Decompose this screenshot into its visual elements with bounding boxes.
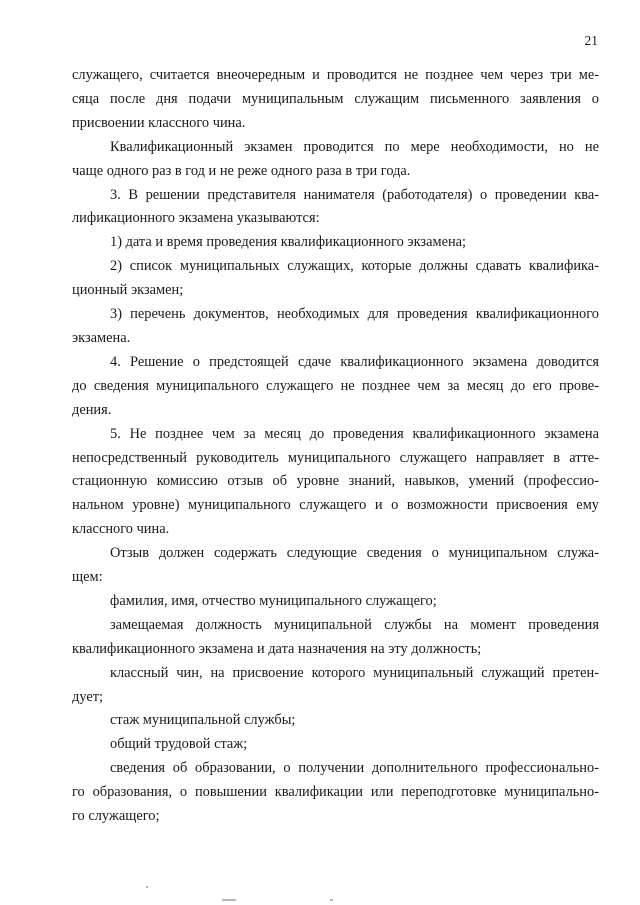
paragraph bbox=[72, 614, 599, 662]
text-line: Отзыв должен содержать следующие сведения о муниципальном служа- bbox=[110, 545, 599, 562]
text-line: 3. В решении представителя нанимателя (работодателя) о проведении ква- bbox=[110, 186, 599, 203]
text-line: общий трудовой стаж; bbox=[110, 736, 248, 753]
text-line: го служащего; bbox=[72, 808, 160, 825]
paragraph bbox=[72, 542, 599, 590]
paragraph bbox=[72, 757, 599, 829]
scan-artifact bbox=[146, 886, 148, 888]
text-line: 5. Не позднее чем за месяц до проведения квалификационного экзамена bbox=[110, 425, 599, 442]
paragraph bbox=[72, 351, 599, 423]
paragraph bbox=[72, 255, 599, 303]
text-line: дения. bbox=[72, 401, 112, 418]
text-line: ционный экзамен; bbox=[72, 282, 184, 299]
text-line: 4. Решение о предстоящей сдаче квалификационного экзамена доводится bbox=[110, 353, 599, 370]
text-line: замещаемая должность муниципальной службы на момент проведения bbox=[110, 616, 599, 633]
paragraph bbox=[72, 423, 599, 543]
paragraph bbox=[72, 303, 599, 351]
paragraph bbox=[72, 136, 599, 184]
text-line: стаж муниципальной службы; bbox=[110, 712, 296, 729]
page-number: 21 bbox=[584, 33, 598, 48]
paragraph bbox=[72, 662, 599, 710]
text-line: сяца после дня подачи муниципальным служащим письменного заявления о bbox=[72, 90, 599, 107]
text-line: присвоении классного чина. bbox=[72, 114, 246, 131]
text-line: фамилия, имя, отчество муниципального служащего; bbox=[110, 592, 437, 609]
text-line: стационную комиссию отзыв об уровне знаний, навыков, умений (профессио- bbox=[72, 473, 599, 490]
body-text bbox=[72, 64, 599, 829]
text-line: до сведения муниципального служащего не позднее чем за месяц до его прове- bbox=[72, 377, 599, 394]
text-line: нальном уровне) муниципального служащего и о возможности присвоения ему bbox=[72, 497, 599, 514]
scan-artifact bbox=[330, 899, 333, 901]
text-line: классного чина. bbox=[72, 521, 170, 538]
paragraph bbox=[72, 590, 599, 614]
text-line: лификационного экзамена указываются: bbox=[72, 210, 320, 227]
text-line: непосредственный руководитель муниципального служащего направляет в атте- bbox=[72, 449, 599, 466]
text-line: дует; bbox=[72, 688, 104, 705]
text-line: классный чин, на присвоение которого муниципальный служащий претен- bbox=[110, 664, 599, 681]
text-line: 3) перечень документов, необходимых для проведения квалификационного bbox=[110, 306, 599, 323]
paragraph bbox=[72, 64, 599, 136]
text-line: го образования, о повышении квалификации или переподготовке муниципально- bbox=[72, 784, 599, 801]
paragraph bbox=[72, 709, 599, 733]
text-line: квалификационного экзамена и дата назначения на эту должность; bbox=[72, 640, 482, 657]
text-line: 2) список муниципальных служащих, которые должны сдавать квалифика- bbox=[110, 258, 599, 275]
text-line: экзамена. bbox=[72, 329, 131, 346]
text-line: чаще одного раз в год и не реже одного раза в три года. bbox=[72, 162, 411, 179]
paragraph bbox=[72, 733, 599, 757]
text-line: сведения об образовании, о получении дополнительного профессионально- bbox=[110, 760, 599, 777]
scan-artifact bbox=[222, 899, 236, 901]
paragraph bbox=[72, 184, 599, 232]
paragraph bbox=[72, 231, 599, 255]
text-line: Квалификационный экзамен проводится по мере необходимости, но не bbox=[110, 138, 599, 155]
text-line: 1) дата и время проведения квалификационного экзамена; bbox=[110, 234, 467, 251]
text-line: щем: bbox=[72, 569, 103, 586]
text-line: служащего, считается внеочередным и проводится не позднее чем через три ме- bbox=[72, 67, 599, 83]
